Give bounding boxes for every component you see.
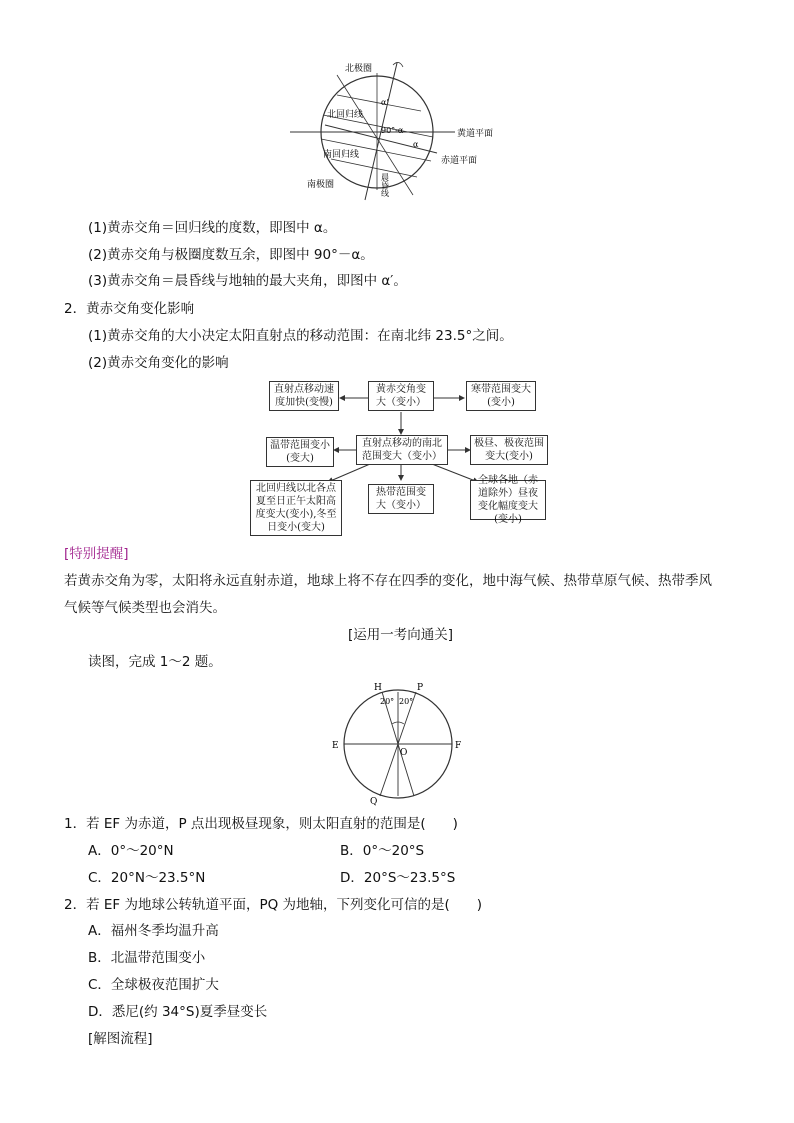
notice-tag: [特别提醒] xyxy=(64,546,129,562)
question-1-option-c: C．20°N～23.5°N xyxy=(88,870,206,886)
flow-box-polar-day-night: 极昼、极夜范围变大(变小) xyxy=(470,435,548,465)
label-F: F xyxy=(455,741,462,751)
notice-text-1: 若黄赤交角为零，太阳将永远直射赤道，地球上将不存在四季的变化，地中海气候、热带草原气候、热带季风 xyxy=(64,573,712,589)
section-heading-2: 2．黄赤交角变化影响 xyxy=(64,301,195,317)
question-2-option-a: A．福州冬季均温升高 xyxy=(88,923,219,939)
label-P: P xyxy=(417,683,424,693)
question-2-stem: 2．若 EF 为地球公转轨道平面，PQ 为地轴，下列变化可信的是( ) xyxy=(64,897,483,913)
label-tropic-south: 南回归线 xyxy=(323,150,360,160)
label-angle-2: 20° xyxy=(399,697,414,706)
point-4: (1)黄赤交角的大小决定太阳直射点的移动范围：在南北纬 23.5°之间。 xyxy=(88,328,513,344)
label-north-polar: 北极圈 xyxy=(345,64,373,74)
label-equator: 赤道平面 xyxy=(441,156,478,166)
label-tropic-north: 北回归线 xyxy=(327,110,364,120)
flow-box-frigid-zone: 寒带范围变大(变小) xyxy=(466,381,536,411)
flow-box-day-night-variation: 全球各地（赤道除外）昼夜变化幅度变大(变小) xyxy=(470,480,546,520)
flow-box-speed: 直射点移动速度加快(变慢) xyxy=(269,381,339,411)
point-3: (3)黄赤交角＝晨昏线与地轴的最大夹角，即图中 α′。 xyxy=(88,273,407,289)
flow-box-tilt-change: 黄赤交角变大（变小） xyxy=(368,381,434,411)
label-ecliptic: 黄道平面 xyxy=(457,129,494,139)
label-ninety-minus-alpha: 90°-α xyxy=(381,126,404,135)
label-alpha-prime: α' xyxy=(381,98,389,107)
notice-text-2: 气候等气候类型也会消失。 xyxy=(64,600,226,616)
earth-axis-diagram xyxy=(328,676,468,806)
point-1: (1)黄赤交角＝回归线的度数，即图中 α。 xyxy=(88,220,337,236)
point-2: (2)黄赤交角与极圈度数互余，即图中 90°－α。 xyxy=(88,247,374,263)
label-south-polar: 南极圈 xyxy=(307,180,335,190)
label-angle-1: 20° xyxy=(380,697,395,706)
practice-intro: 读图，完成 1～2 题。 xyxy=(88,654,222,670)
flow-box-range-change: 直射点移动的南北范围变大（变小） xyxy=(356,435,448,465)
flow-box-temperate-zone: 温带范围变小(变大) xyxy=(266,437,334,467)
label-terminator: 晨昏线 xyxy=(380,173,390,197)
question-1-stem: 1．若 EF 为赤道，P 点出现极昼现象，则太阳直射的范围是( ) xyxy=(64,816,458,832)
tilt-angle-diagram xyxy=(285,55,515,205)
question-2-option-b: B．北温带范围变小 xyxy=(88,950,206,966)
question-1-option-d: D．20°S～23.5°S xyxy=(340,870,456,886)
point-5: (2)黄赤交角变化的影响 xyxy=(88,355,229,371)
label-alpha: α xyxy=(413,140,419,149)
label-O: O xyxy=(400,748,408,758)
footer-label: [解图流程] xyxy=(88,1031,153,1047)
question-2-option-d: D．悉尼(约 34°S)夏季昼变长 xyxy=(88,1004,268,1020)
label-H: H xyxy=(374,683,382,693)
question-1-option-a: A．0°～20°N xyxy=(88,843,174,859)
label-E: E xyxy=(332,741,339,751)
practice-heading: [运用一考向通关] xyxy=(348,627,454,643)
question-2-option-c: C．全球极夜范围扩大 xyxy=(88,977,219,993)
flow-box-noon-altitude: 北回归线以北各点夏至日正午太阳高度变大(变小),冬至日变小(变大) xyxy=(250,480,342,536)
flow-box-tropical-zone: 热带范围变大（变小） xyxy=(368,484,434,514)
question-1-option-b: B．0°～20°S xyxy=(340,843,425,859)
label-Q: Q xyxy=(370,797,378,806)
